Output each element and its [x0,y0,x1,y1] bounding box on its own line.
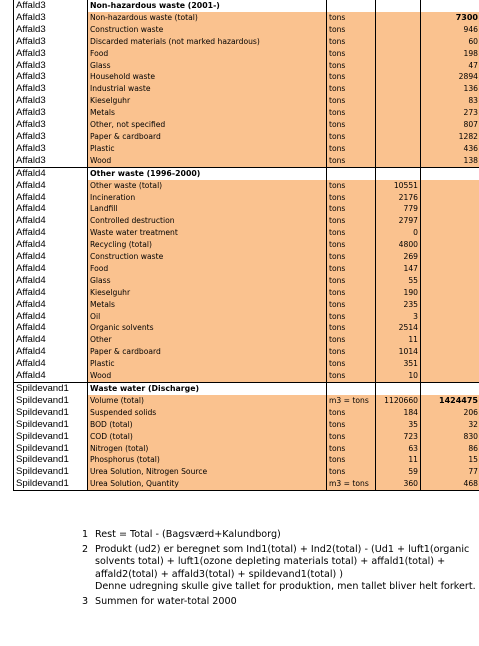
footnote-extra-text: Denne udregning skulle give tallet for produktion, men tallet bliver helt forkert. [95,580,476,592]
row-unit: tons [327,346,376,358]
row-unit: tons [327,466,376,478]
table-row [14,119,479,131]
row-value-2: 77 [421,466,479,478]
row-value-1: 1014 [376,346,421,358]
row-unit: tons [327,71,376,83]
row-code: Affald3 [14,48,88,60]
row-unit: tons [327,180,376,192]
row-code: Spildevand1 [14,454,88,466]
table-row [14,311,479,323]
row-description: Construction waste [88,251,327,263]
row-value-1 [376,83,421,95]
table-row [14,192,479,204]
row-description: Discarded materials (not marked hazardous) [88,36,327,48]
table-row [14,60,479,72]
row-unit: tons [327,95,376,107]
row-description: Other [88,334,327,346]
row-unit: tons [327,60,376,72]
row-unit: tons [327,192,376,204]
footnote-number: 2 [82,544,89,556]
row-code: Affald3 [14,131,88,143]
row-value-1: 63 [376,443,421,455]
row-unit: tons [327,239,376,251]
row-value-1 [376,143,421,155]
row-value-2 [421,227,479,239]
empty-cell [327,167,376,179]
row-code: Affald4 [14,239,88,251]
row-value-2: 136 [421,83,479,95]
row-value-1: 360 [376,478,421,490]
row-description: Other, not specified [88,119,327,131]
row-description: Plastic [88,143,327,155]
row-value-2: 807 [421,119,479,131]
row-description: Organic solvents [88,322,327,334]
row-value-2 [421,322,479,334]
row-unit: tons [327,143,376,155]
row-value-1: 59 [376,466,421,478]
row-value-2 [421,180,479,192]
row-unit: tons [327,155,376,167]
row-description: Controlled destruction [88,215,327,227]
row-value-2: 138 [421,155,479,167]
row-description: Wood [88,155,327,167]
row-description: Waste water treatment [88,227,327,239]
row-value-2: 946 [421,24,479,36]
row-code: Affald4 [14,334,88,346]
table-row [14,95,479,107]
table-row [14,36,479,48]
footnote-item [82,596,479,608]
row-value-1: 4800 [376,239,421,251]
row-description: Urea Solution, Quantity [88,478,327,490]
row-value-1: 190 [376,287,421,299]
section-code: Affald3 [14,0,88,12]
row-unit: tons [327,334,376,346]
row-description: Wood [88,370,327,382]
footnote-number: 3 [82,596,89,608]
row-value-1: 55 [376,275,421,287]
row-code: Affald4 [14,180,88,192]
row-value-1 [376,119,421,131]
empty-cell [376,0,421,12]
row-description: Oil [88,311,327,323]
table-row [14,155,479,167]
row-value-1: 723 [376,431,421,443]
row-unit: tons [327,419,376,431]
row-code: Spildevand1 [14,395,88,407]
row-value-1: 2176 [376,192,421,204]
row-unit: tons [327,263,376,275]
table-row [14,131,479,143]
row-code: Affald3 [14,107,88,119]
table-row [14,431,479,443]
table-row [14,407,479,419]
row-code: Affald4 [14,263,88,275]
row-unit: tons [327,107,376,119]
row-code: Spildevand1 [14,478,88,490]
row-description: Kieselguhr [88,95,327,107]
table-row [14,395,479,407]
row-code: Affald4 [14,322,88,334]
table-row [14,203,479,215]
row-value-1: 11 [376,454,421,466]
empty-cell [376,383,421,395]
row-unit: tons [327,251,376,263]
table-row [14,370,479,382]
row-code: Affald4 [14,299,88,311]
table-row [14,263,479,275]
row-description: Paper & cardboard [88,131,327,143]
row-code: Affald3 [14,36,88,48]
row-unit: tons [327,407,376,419]
section-heading: Waste water (Discharge) [88,383,327,395]
table-row [14,107,479,119]
empty-cell [376,167,421,179]
table-row [14,239,479,251]
row-description: Incineration [88,192,327,204]
row-code: Affald4 [14,251,88,263]
row-unit: tons [327,36,376,48]
row-value-1: 10 [376,370,421,382]
table-row [14,419,479,431]
row-description: Glass [88,60,327,72]
row-value-1 [376,155,421,167]
row-value-1: 2797 [376,215,421,227]
table-row [14,478,479,490]
row-code: Affald4 [14,311,88,323]
row-unit: tons [327,358,376,370]
row-description: Industrial waste [88,83,327,95]
section-code: Spildevand1 [14,383,88,395]
row-value-2 [421,275,479,287]
row-value-2 [421,287,479,299]
row-code: Spildevand1 [14,466,88,478]
table-row [14,251,479,263]
row-value-1 [376,60,421,72]
table-body [14,0,479,491]
row-unit: tons [327,203,376,215]
row-value-2: 1424475 [421,395,479,407]
row-value-1: 1120660 [376,395,421,407]
table-row [14,275,479,287]
row-unit: tons [327,131,376,143]
section-heading: Other waste (1996-2000) [88,167,327,179]
row-code: Affald4 [14,227,88,239]
row-code: Affald3 [14,119,88,131]
row-value-2: 7300 [421,12,479,24]
row-value-1: 351 [376,358,421,370]
row-code: Affald4 [14,203,88,215]
row-unit: m3 = tons [327,395,376,407]
row-unit: tons [327,119,376,131]
row-value-2 [421,334,479,346]
row-value-1 [376,12,421,24]
row-value-1: 184 [376,407,421,419]
row-value-2 [421,192,479,204]
row-code: Affald4 [14,275,88,287]
table-row [14,71,479,83]
row-value-1: 235 [376,299,421,311]
row-unit: tons [327,215,376,227]
row-unit: tons [327,311,376,323]
row-unit: tons [327,275,376,287]
row-value-2: 86 [421,443,479,455]
row-code: Affald3 [14,60,88,72]
row-value-2 [421,215,479,227]
row-description: Landfill [88,203,327,215]
row-description: Plastic [88,358,327,370]
footnote-text: Rest = Total - (Bagsværd+Kalundborg) [95,529,281,540]
row-value-2: 206 [421,407,479,419]
table-row [14,287,479,299]
row-value-1 [376,131,421,143]
row-unit: tons [327,454,376,466]
table-row [14,466,479,478]
table-row [14,358,479,370]
row-code: Affald3 [14,83,88,95]
row-description: COD (total) [88,431,327,443]
section-header-row [14,0,479,12]
row-value-1: 147 [376,263,421,275]
row-value-2: 436 [421,143,479,155]
table-row [14,454,479,466]
row-description: Food [88,263,327,275]
row-unit: tons [327,48,376,60]
row-code: Affald3 [14,95,88,107]
row-description: Nitrogen (total) [88,443,327,455]
table-row [14,12,479,24]
row-value-2 [421,239,479,251]
row-value-2: 15 [421,454,479,466]
empty-cell [421,167,479,179]
table-row [14,83,479,95]
row-code: Affald4 [14,215,88,227]
row-description: Other waste (total) [88,180,327,192]
row-unit: tons [327,322,376,334]
footnote-item [82,529,479,541]
footnotes-list [82,529,479,611]
row-code: Affald4 [14,287,88,299]
row-value-1: 11 [376,334,421,346]
empty-cell [327,0,376,12]
row-value-1: 35 [376,419,421,431]
row-unit: tons [327,370,376,382]
row-code: Affald4 [14,370,88,382]
row-code: Spildevand1 [14,431,88,443]
row-value-2 [421,311,479,323]
row-unit: tons [327,443,376,455]
row-unit: tons [327,24,376,36]
row-value-1: 2514 [376,322,421,334]
row-value-1 [376,107,421,119]
row-value-2: 273 [421,107,479,119]
row-description: Metals [88,299,327,311]
row-code: Spildevand1 [14,419,88,431]
table-row [14,346,479,358]
row-code: Affald3 [14,71,88,83]
row-description: Metals [88,107,327,119]
table-row [14,215,479,227]
row-description: Urea Solution, Nitrogen Source [88,466,327,478]
table-row [14,443,479,455]
section-code: Affald4 [14,167,88,179]
row-description: Phosphorus (total) [88,454,327,466]
row-description: Food [88,48,327,60]
row-value-2: 1282 [421,131,479,143]
row-description: Glass [88,275,327,287]
section-header-row [14,383,479,395]
table-row [14,299,479,311]
row-value-1 [376,71,421,83]
row-value-1: 269 [376,251,421,263]
row-description: Paper & cardboard [88,346,327,358]
empty-cell [421,383,479,395]
footnote-number: 1 [82,529,89,540]
table-row [14,143,479,155]
row-value-2: 60 [421,36,479,48]
table-row [14,24,479,36]
row-value-1 [376,36,421,48]
row-value-2 [421,346,479,358]
row-description: Kieselguhr [88,287,327,299]
section-header-row [14,167,479,179]
row-unit: tons [327,287,376,299]
row-code: Spildevand1 [14,407,88,419]
table-row [14,227,479,239]
row-code: Affald3 [14,155,88,167]
row-value-2: 198 [421,48,479,60]
row-description: Volume (total) [88,395,327,407]
row-value-2: 468 [421,478,479,490]
row-value-2 [421,251,479,263]
row-unit: tons [327,12,376,24]
table-row [14,48,479,60]
row-description: Non-hazardous waste (total) [88,12,327,24]
row-value-2: 2894 [421,71,479,83]
row-value-2 [421,358,479,370]
footnote-item [82,544,479,593]
row-description: Construction waste [88,24,327,36]
row-unit: tons [327,431,376,443]
table-row [14,180,479,192]
row-code: Affald3 [14,143,88,155]
section-heading: Non-hazardous waste (2001-) [88,0,327,12]
row-unit: m3 = tons [327,478,376,490]
row-unit: tons [327,227,376,239]
row-unit: tons [327,83,376,95]
row-value-1: 0 [376,227,421,239]
row-value-2 [421,370,479,382]
row-value-1 [376,24,421,36]
row-code: Affald4 [14,358,88,370]
empty-cell [327,383,376,395]
table-row [14,334,479,346]
row-code: Affald4 [14,346,88,358]
row-description: Recycling (total) [88,239,327,251]
row-value-1 [376,48,421,60]
waste-data-table [13,0,479,491]
row-code: Affald4 [14,192,88,204]
row-description: Household waste [88,71,327,83]
row-value-2: 47 [421,60,479,72]
table-row [14,322,479,334]
row-code: Spildevand1 [14,443,88,455]
row-value-2 [421,203,479,215]
row-value-2: 83 [421,95,479,107]
row-description: Suspended solids [88,407,327,419]
row-value-2: 830 [421,431,479,443]
row-value-2 [421,263,479,275]
row-description: BOD (total) [88,419,327,431]
empty-cell [421,0,479,12]
row-value-1 [376,95,421,107]
row-code: Affald3 [14,12,88,24]
row-value-2: 32 [421,419,479,431]
footnote-text: Produkt (ud2) er beregnet som Ind1(total) + Ind2(total) - (Ud1 + luft1(organic solvents total) + luft1(ozone depleting materials total) + affald1(total) + affald2(total) + affald3(total) + spildevand1(total) ) [95,544,470,580]
row-value-1: 10551 [376,180,421,192]
row-value-2 [421,299,479,311]
row-code: Affald3 [14,24,88,36]
row-value-1: 779 [376,203,421,215]
row-unit: tons [327,299,376,311]
row-value-1: 3 [376,311,421,323]
footnote-text: Summen for water-total 2000 [95,596,237,608]
